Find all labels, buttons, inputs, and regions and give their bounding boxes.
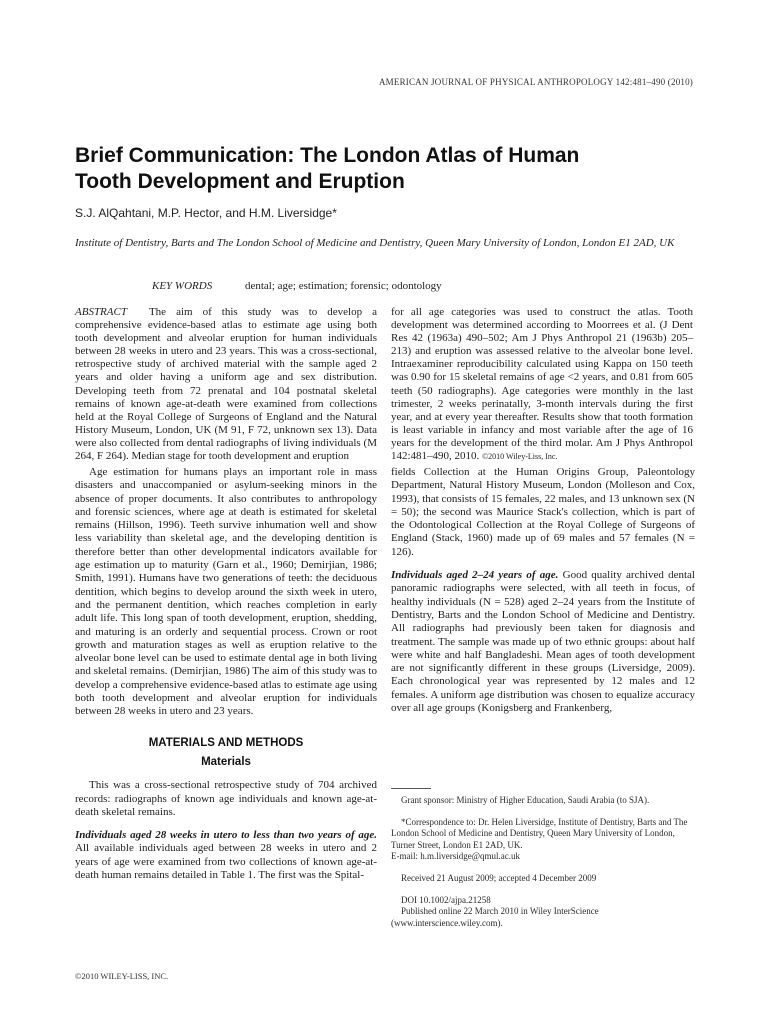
doi-note: DOI 10.1002/ajpa.21258 [401,894,491,905]
received-note: Received 21 August 2009; accepted 4 December 2009 [401,872,597,883]
paragraph-text: All available individuals aged between 28 weeks in utero and 2 years of age were examined from two collections of known age-at-death human remains detailed in Table 1. The first was the Spital- [75,842,377,882]
article-title [75,143,675,195]
abstract-text-right: for all age categories was used to construct the atlas. Tooth development was determined according to Moorrees et al. (J Dent Res 42 (1963a) 490–502; Am J Phys Anthropol 21 (1963b) 205–213) and eruption was assessed relative to the alveolar bone level. Intraexaminer reproducibility calculated using Kappa on 150 teeth was 0.90 for 15 skeletal remains of age <2 years, and 0.81 from 605 teeth (50 radiographs). Age categories were monthly in the last trimester, 2 weeks perinatally, 3-month intervals during the first year, and at every year thereafter. Results show that tooth formation is least variable in infancy and most variable after the age of 16 years for the development of the third molar. Am J Phys Anthropol 142:481–490, 2010. [391,306,693,463]
abstract-right-column [391,306,693,463]
section-heading: MATERIALS AND METHODS [148,736,304,749]
abstract-label: ABSTRACT [75,306,127,318]
footnotes [391,795,695,929]
grant-note: Grant sponsor: Ministry of Higher Education, Saudi Arabia (to SJA). [401,795,650,805]
materials-paragraph: This was a cross-sectional retrospective study of 704 archived records: radiographs of known age individuals and known age-at-death skeletal remains. [75,779,377,818]
inline-heading: Individuals aged 28 weeks in utero to less than two years of age. [75,829,377,842]
inline-heading: Individuals aged 2–24 years of age. [391,569,559,582]
body-right-column [391,466,695,715]
abstract-left-column [75,306,377,463]
title-line: Brief Communication: The London Atlas of Human [75,144,580,167]
intro-paragraph: Age estimation for humans plays an important role in mass disasters and unaccompanied or asylum-seeking minors in the absence of proper documents. It also contributes to anthropology and forensic sciences, where age at death is estimated for skeletal remains (Hillson, 1996). Teeth survive inhumation well and show less variability than skeletal age, and the developing dentition is therefore better than other developmental indicators available for age estimation up to maturity (Garn et al., 1960; Demirjian, 1986; Smith, 1991). Humans have two generations of teeth: the deciduous dentition, which begins to develop around the sixth week in utero, and the permanent dentition, which reaches completion in early adult life. This long span of tooth development, eruption, shedding, and maturing is an orderly and sequential process. Crown or root growth and maturation stages as well as eruption relative to the alveolar bone level can be used to estimate dental age in both living and skeletal remains. (Demirjian, 1986) The aim of this study was to develop a comprehensive evidence-based atlas to estimate age using both tooth development and alveolar eruption for individuals between 28 weeks in utero and 23 years. [75,466,377,718]
footer-copyright: ©2010 WILEY-LISS, INC. [75,971,169,981]
title-line: Tooth Development and Eruption [75,170,405,193]
author-list: S.J. AlQahtani, M.P. Hector, and H.M. Liversidge* [75,206,337,220]
paragraph [75,829,377,882]
paragraph [391,569,695,715]
journal-header: AMERICAN JOURNAL OF PHYSICAL ANTHROPOLOGY 142:481–490 (2010) [378,77,693,87]
affiliation: Institute of Dentistry, Barts and The London School of Medicine and Dentistry, Queen Mary University of London, London E1 2AD, UK [75,237,675,249]
abstract-text-left: The aim of this study was to develop a comprehensive evidence-based atlas to estimate age using both tooth development and alveolar eruption for human individuals between 28 weeks in utero and 23 years. This was a cross-sectional, retrospective study of archived material with the sample aged 2 years and older having a uniform age and sex distribution. Developing teeth from 72 prenatal and 104 postnatal skeletal remains of known age-at-death were examined from collections held at the Royal College of Surgeons of England and the Natural History Museum, London, UK (M 91, F 72, unknown sex 13). Data were also collected from dental radiographs of living individuals (M 264, F 264). Median stage for tooth development and eruption [75,306,377,463]
body-left-column [75,466,377,882]
published-note: Published online 22 March 2010 in Wiley InterScience (www.interscience.wiley.com). [391,906,599,928]
keywords-label: KEY WORDS [152,280,213,292]
paragraph-text: Good quality archived dental panoramic radiographs were selected, with all teeth in focus, of healthy individuals (N = 528) aged 2–24 years from the Institute of Dentistry, Barts and the London School of Medicine and Dentistry. All radiographs had previously been taken for diagnosis and treatment. The sample was made up of two ethnic groups: about half were white and half Bangladeshi. Mean ages of tooth development are not significantly different in these groups (Liversidge, 2009). Each chronological year was represented by 12 males and 12 females. A uniform age distribution was chosen to equalize accuracy over all age groups (Konigsberg and Frankenberg, [391,569,695,715]
keywords-text: dental; age; estimation; forensic; odontology [244,280,442,292]
footnote-divider [391,788,431,789]
keywords [152,280,442,292]
correspondence-note: *Correspondence to: Dr. Helen Liversidge, Institute of Dentistry, Barts and The London School of Medicine and Dentistry, Queen Mary University of London, Turner Street, London E1 2AD, UK. [391,816,688,850]
continued-paragraph: fields Collection at the Human Origins Group, Paleontology Department, Natural History Museum, London (Molleson and Cox, 1993), that consists of 15 females, 22 males, and 13 unknown sex (N = 50); the second was Maurice Stack's collection, which is part of the Odontological Collection at the Royal College of Surgeons of England (Stack, 1960) made up of 69 males and 57 females (N = 126). [391,466,695,558]
abstract [75,306,695,463]
abstract-copyright: ©2010 Wiley-Liss, Inc. [482,452,558,462]
subsection-heading: Materials [201,755,251,768]
email-note: E-mail: h.m.liversidge@qmul.ac.uk [391,851,521,862]
